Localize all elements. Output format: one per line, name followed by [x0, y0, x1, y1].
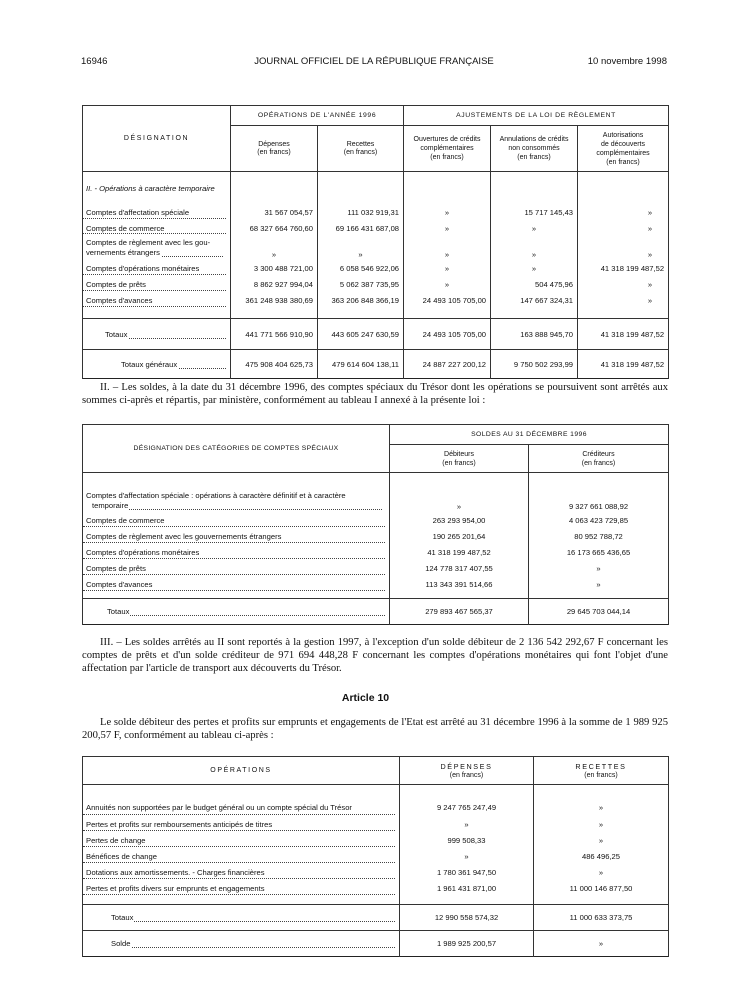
cell-depenses: 9 247 765 247,49 [400, 799, 534, 817]
cell-crediteurs: » [529, 577, 669, 593]
cell-autorisations: 41 318 199 487,52 [578, 350, 669, 379]
cell-autorisations: 41 318 199 487,52 [578, 319, 669, 350]
table-row [83, 236, 669, 261]
cell-depenses: » [400, 849, 534, 865]
cell-debiteurs: 113 343 391 514,66 [390, 577, 529, 593]
table-row [83, 491, 669, 513]
table-row [83, 561, 669, 577]
table-soldes-comptes [82, 424, 669, 625]
cell-recettes: 5 062 387 735,95 [318, 277, 404, 293]
row-label: Bénéfices de change [86, 852, 157, 861]
paragraph-iii: III. – Les soldes arrêtés au II sont reportés à la gestion 1997, à l'exception d'un solde débiteur de 2 136 542 292,67 F concernant les comptes de prêts et d'un solde créditeur de 971 694 448,28 F concernant les comptes d'opérations monétaires qui font l'objet d'une affectation par l'article de transport aux découverts du Trésor. [82, 637, 668, 674]
cell-annulations: 147 667 324,31 [491, 293, 578, 309]
cell-crediteurs: 29 645 703 044,14 [529, 599, 669, 625]
cell-recettes: » [534, 833, 669, 849]
cell-debiteurs: 124 778 317 407,55 [390, 561, 529, 577]
table-row [83, 799, 669, 817]
totaux-row [83, 319, 669, 350]
table-row [83, 277, 669, 293]
cell-autorisations: » [578, 205, 669, 221]
header-crediteurs: Créditeurs (en francs) [529, 445, 669, 473]
cell-recettes: 486 496,25 [534, 849, 669, 865]
table-row [83, 261, 669, 277]
cell-depenses: 361 248 938 380,69 [231, 293, 318, 309]
table-row [83, 205, 669, 221]
cell-recettes: 479 614 604 138,11 [318, 350, 404, 379]
header-annulations: Annulations de crédits non consommés (en francs) [491, 126, 578, 172]
table-row [83, 293, 669, 309]
cell-ouvertures: » [404, 205, 491, 221]
row-label: Comptes de commerce [86, 516, 165, 525]
section-title: II. - Opérations à caractère temporaire [83, 172, 231, 205]
cell-depenses: 31 567 054,57 [231, 205, 318, 221]
table-pertes-profits [82, 756, 669, 957]
totaux-row [83, 905, 669, 931]
cell-annulations: » [491, 236, 578, 261]
cell-recettes: » [534, 799, 669, 817]
cell-annulations: 15 717 145,43 [491, 205, 578, 221]
cell-annulations: » [491, 221, 578, 236]
paragraph-article-10: Le solde débiteur des pertes et profits sur emprunts et engagements de l'Etat est arrêté au 31 décembre 1996 à la somme de 1 989 925 200,57 F, conformément au tableau ci-après : [82, 717, 668, 741]
row-label: Totaux [105, 329, 128, 339]
cell-debiteurs: » [390, 491, 529, 513]
table-row [83, 545, 669, 561]
cell-recettes: 11 000 146 877,50 [534, 881, 669, 897]
page-number: 16946 [81, 56, 108, 67]
cell-depenses: 68 327 664 760,60 [231, 221, 318, 236]
cell-depenses: 475 908 404 625,73 [231, 350, 318, 379]
cell-depenses: 441 771 566 910,90 [231, 319, 318, 350]
cell-ouvertures: » [404, 236, 491, 261]
row-label-line1: Comptes de règlement avec les gou- [86, 237, 211, 247]
table-row [83, 577, 669, 593]
header-autorisations: Autorisations de découverts complémentaires (en francs) [578, 126, 669, 172]
row-label: Comptes de prêts [86, 280, 146, 289]
totaux-generaux-row [83, 350, 669, 379]
row-label: Comptes de règlement avec les gouvernements étrangers [86, 532, 282, 541]
totaux-row [83, 599, 669, 625]
row-label: Comptes d'avances [86, 580, 153, 589]
table-row [83, 833, 669, 849]
article-heading: Article 10 [341, 692, 390, 704]
table-row [83, 865, 669, 881]
cell-depenses: » [400, 817, 534, 833]
cell-recettes: » [318, 236, 404, 261]
cell-ouvertures: 24 887 227 200,12 [404, 350, 491, 379]
header-operations: OPÉRATIONS [83, 757, 400, 785]
cell-depenses: 1 780 361 947,50 [400, 865, 534, 881]
solde-row [83, 931, 669, 957]
row-label: Comptes de commerce [86, 223, 165, 233]
header-depenses-cell [400, 757, 534, 785]
table-row [83, 513, 669, 529]
cell-crediteurs: » [529, 561, 669, 577]
cell-debiteurs: 41 318 199 487,52 [390, 545, 529, 561]
cell-annulations: 9 750 502 293,99 [491, 350, 578, 379]
cell-depenses: 12 990 558 574,32 [400, 905, 534, 931]
page-header [81, 56, 667, 70]
cell-debiteurs: 263 293 954,00 [390, 513, 529, 529]
cell-recettes: 363 206 848 366,19 [318, 293, 404, 309]
cell-autorisations: » [578, 293, 669, 309]
header-recettes: RECETTES [575, 761, 627, 771]
cell-ouvertures: » [404, 261, 491, 277]
cell-ouvertures: » [404, 277, 491, 293]
cell-recettes: 69 166 431 687,08 [318, 221, 404, 236]
row-label: Comptes d'opérations monétaires [86, 548, 200, 557]
cell-autorisations: » [578, 221, 669, 236]
cell-ouvertures: 24 493 105 705,00 [404, 319, 491, 350]
row-label: Annuités non supportées par le budget général ou un compte spécial du Trésor [86, 803, 352, 812]
cell-autorisations: 41 318 199 487,52 [578, 261, 669, 277]
row-label: Pertes et profits divers sur emprunts et engagements [86, 884, 265, 893]
cell-autorisations: » [578, 277, 669, 293]
cell-recettes: » [534, 865, 669, 881]
cell-autorisations: » [578, 236, 669, 261]
header-designation-categories: DÉSIGNATION DES CATÉGORIES DE COMPTES SPÉCIAUX [83, 425, 390, 473]
cell-ouvertures: » [404, 221, 491, 236]
table-row [83, 849, 669, 865]
cell-crediteurs: 9 327 661 088,92 [529, 491, 669, 513]
table-row [83, 881, 669, 897]
header-operations: OPÉRATIONS DE L'ANNÉE 1996 [231, 106, 404, 126]
header-designation: DÉSIGNATION [83, 106, 231, 172]
cell-recettes: » [534, 817, 669, 833]
cell-ouvertures: 24 493 105 705,00 [404, 293, 491, 309]
header-ouvertures: Ouvertures de crédits complémentaires (en francs) [404, 126, 491, 172]
cell-annulations: » [491, 261, 578, 277]
cell-debiteurs: 279 893 467 565,37 [390, 599, 529, 625]
cell-annulations: 163 888 945,70 [491, 319, 578, 350]
cell-depenses: 1 961 431 871,00 [400, 881, 534, 897]
row-label-line2: temporaire [92, 500, 129, 510]
header-ajustements: AJUSTEMENTS DE LA LOI DE RÈGLEMENT [404, 106, 669, 126]
header-depenses: Dépenses (en francs) [231, 126, 318, 172]
table-row [83, 529, 669, 545]
header-depenses-unit: (en francs) [449, 771, 484, 779]
cell-depenses: 999 508,33 [400, 833, 534, 849]
row-label: Dotations aux amortissements. - Charges financières [86, 868, 265, 877]
cell-depenses: 1 989 925 200,57 [400, 931, 534, 957]
cell-depenses: 3 300 488 721,00 [231, 261, 318, 277]
row-label: Pertes et profits sur remboursements anticipés de titres [86, 820, 273, 829]
cell-annulations: 504 475,96 [491, 277, 578, 293]
row-label: Pertes de change [86, 836, 146, 845]
row-label: Totaux [111, 913, 134, 922]
header-soldes: SOLDES AU 31 DÉCEMBRE 1996 [390, 425, 669, 445]
row-label: Solde [111, 939, 131, 948]
cell-recettes: 11 000 633 373,75 [534, 905, 669, 931]
cell-debiteurs: 190 265 201,64 [390, 529, 529, 545]
header-debiteurs: Débiteurs (en francs) [390, 445, 529, 473]
issue-date: 10 novembre 1998 [587, 56, 667, 67]
paragraph-ii: II. – Les soldes, à la date du 31 décembre 1996, des comptes spéciaux du Trésor dont les opérations se poursuivent sont arrêtés aux sommes ci-après et répartis, par ministère, conformément au tableau I annexé à la présente loi : [82, 382, 668, 406]
cell-recettes: 111 032 919,31 [318, 205, 404, 221]
row-label-line2: vernements étrangers [86, 247, 160, 257]
table-operations-1996 [82, 105, 669, 379]
cell-recettes: 6 058 546 922,06 [318, 261, 404, 277]
table-row [83, 221, 669, 236]
header-recettes: Recettes (en francs) [318, 126, 404, 172]
cell-depenses: 8 862 927 994,04 [231, 277, 318, 293]
cell-recettes: 443 605 247 630,59 [318, 319, 404, 350]
row-label: Comptes d'affectation spéciale [86, 208, 190, 217]
cell-crediteurs: 80 952 788,72 [529, 529, 669, 545]
row-label-line1: Comptes d'affectation spéciale : opérations à caractère définitif et à caractère [86, 490, 346, 500]
row-label: Totaux généraux [121, 359, 178, 369]
cell-crediteurs: 16 173 665 436,65 [529, 545, 669, 561]
cell-recettes: » [534, 931, 669, 957]
row-label: Comptes d'opérations monétaires [86, 264, 200, 273]
cell-depenses: » [231, 236, 318, 261]
header-recettes-cell [534, 757, 669, 785]
row-label: Totaux [107, 607, 130, 616]
row-label: Comptes d'avances [86, 296, 153, 305]
header-depenses: DÉPENSES [440, 761, 493, 771]
table-row [83, 817, 669, 833]
row-label: Comptes de prêts [86, 564, 146, 573]
journal-title: JOURNAL OFFICIEL DE LA RÉPUBLIQUE FRANÇAISE [254, 56, 494, 67]
cell-crediteurs: 4 063 423 729,85 [529, 513, 669, 529]
header-recettes-unit: (en francs) [584, 771, 618, 779]
